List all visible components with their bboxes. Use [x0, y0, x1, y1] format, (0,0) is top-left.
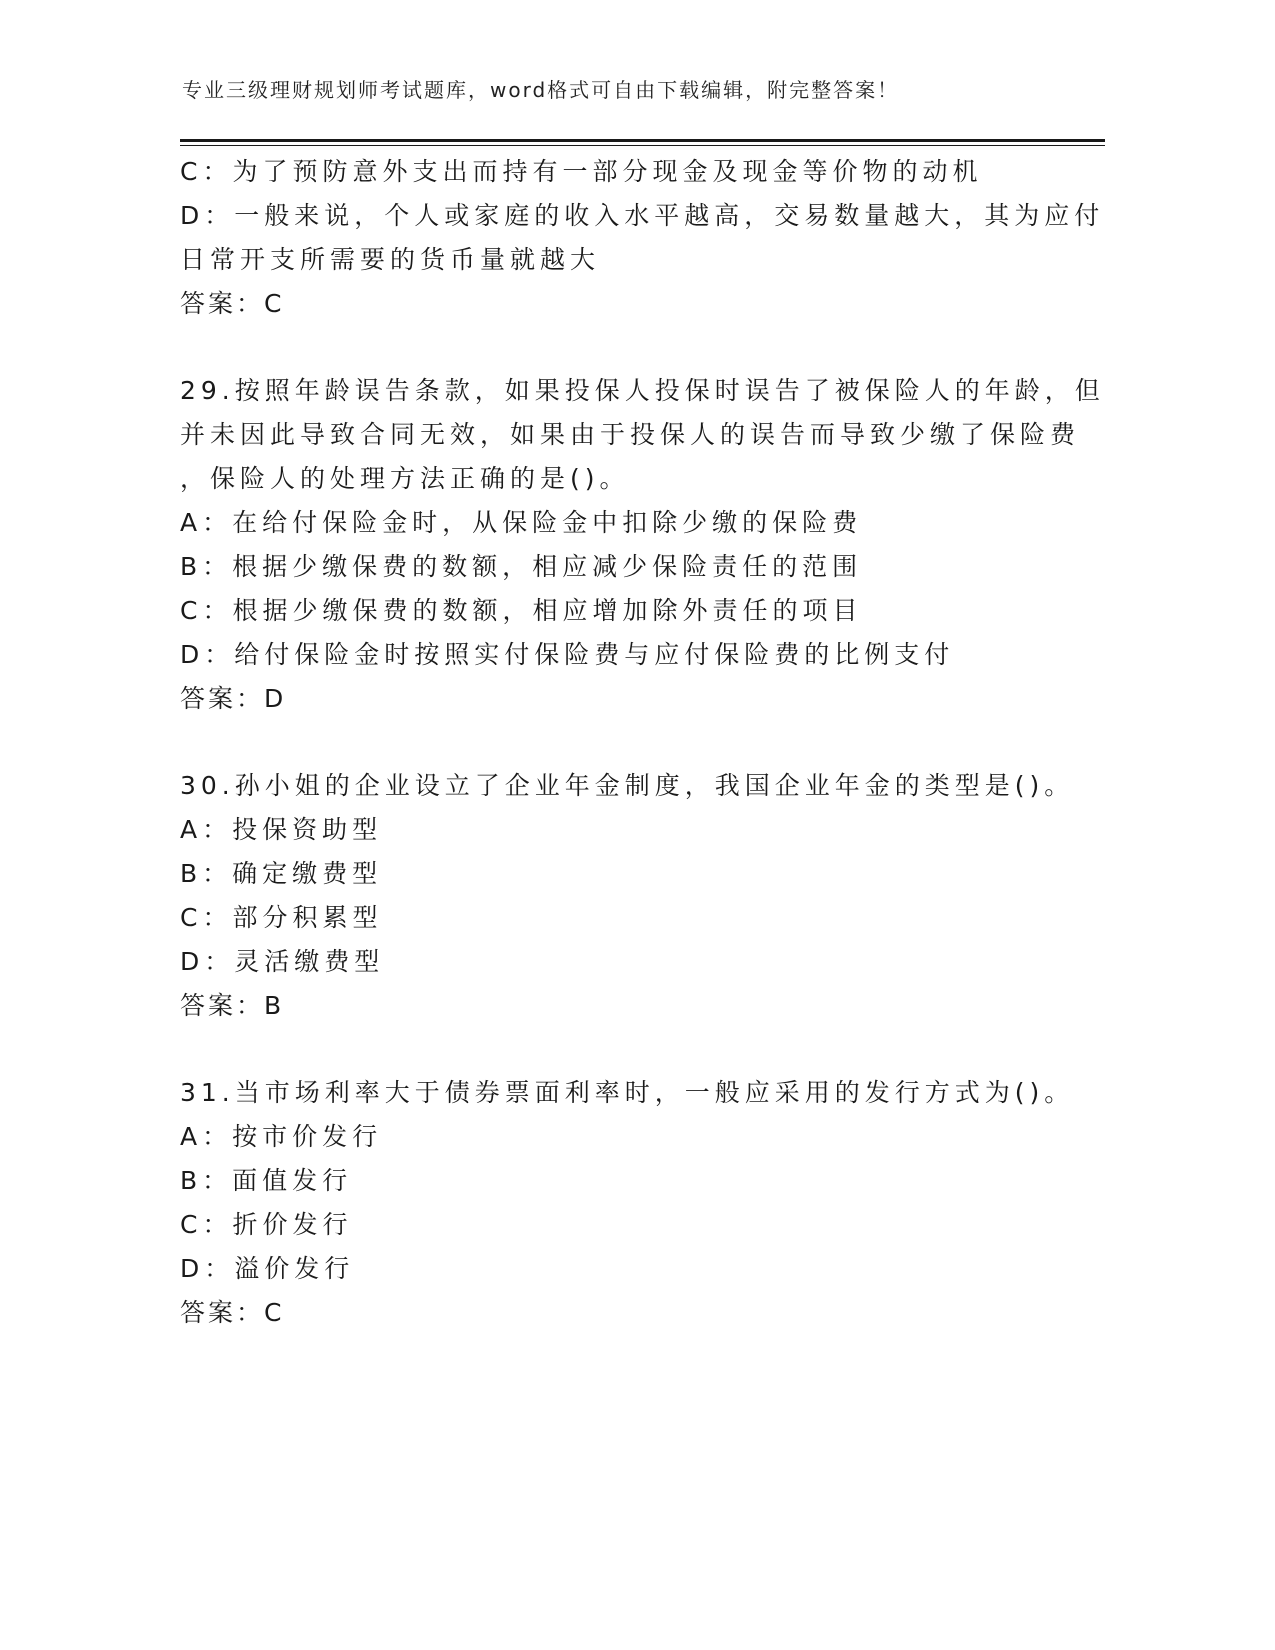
question-29: [180, 369, 1105, 721]
question-stem: 并未因此导致合同无效，如果由于投保人的误告而导致少缴了保险费: [180, 420, 1081, 449]
question-stem: 30.孙小姐的企业设立了企业年金制度，我国企业年金的类型是()。: [180, 771, 1075, 800]
spacer: [180, 1028, 1080, 1071]
question-30: [180, 764, 1080, 1028]
option-a: A：按市价发行: [180, 1122, 383, 1151]
spacer: [180, 721, 1080, 764]
header-rule-thick: [180, 139, 1105, 142]
option-b: B：面值发行: [180, 1166, 353, 1195]
question-stem: 31.当市场利率大于债券票面利率时，一般应采用的发行方式为()。: [180, 1078, 1075, 1107]
answer-line: 答案：C: [180, 289, 285, 318]
option-b: B：确定缴费型: [180, 859, 383, 888]
option-b: B：根据少缴保费的数额，相应减少保险责任的范围: [180, 552, 863, 581]
question-stem: ，保险人的处理方法正确的是()。: [180, 464, 630, 493]
page-header: 专业三级理财规划师考试题库，word格式可自由下载编辑，附完整答案！: [182, 78, 900, 102]
header-rule-thin: [180, 145, 1105, 146]
option-d: D：给付保险金时按照实付保险费与应付保险费的比例支付: [180, 640, 955, 669]
option-a: A：投保资助型: [180, 815, 383, 844]
answer-line: 答案：D: [180, 684, 287, 713]
option-c: C：为了预防意外支出而持有一部分现金及现金等价物的动机: [180, 157, 983, 186]
option-d-continued: 日常开支所需要的货币量就越大: [180, 245, 601, 274]
answer-line: 答案：C: [180, 1298, 285, 1327]
option-d: D：灵活缴费型: [180, 947, 385, 976]
question-31: [180, 1071, 1080, 1335]
option-a: A：在给付保险金时，从保险金中扣除少缴的保险费: [180, 508, 863, 537]
option-c: C：部分积累型: [180, 903, 383, 932]
question-content: [180, 150, 1105, 1335]
option-d: D：溢价发行: [180, 1254, 355, 1283]
option-c: C：根据少缴保费的数额，相应增加除外责任的项目: [180, 596, 863, 625]
option-d: D：一般来说，个人或家庭的收入水平越高，交易数量越大，其为应付: [180, 201, 1105, 230]
prev-question-block: [180, 150, 1105, 326]
option-c: C：折价发行: [180, 1210, 353, 1239]
answer-line: 答案：B: [180, 991, 285, 1020]
spacer: [180, 326, 1080, 369]
question-stem: 29.按照年龄误告条款，如果投保人投保时误告了被保险人的年龄，但: [180, 376, 1105, 405]
